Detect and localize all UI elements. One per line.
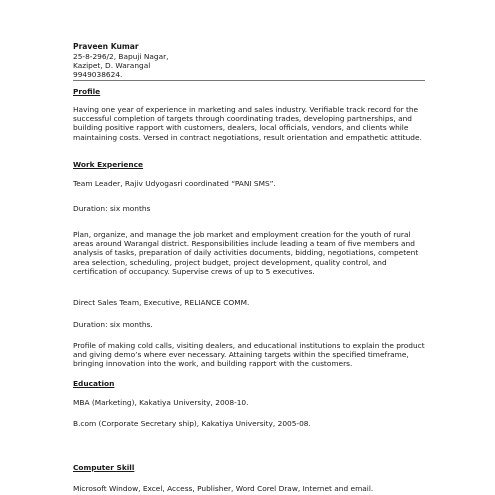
education-item-1: MBA (Marketing), Kakatiya University, 2008-10. xyxy=(73,398,249,408)
work-experience-heading: Work Experience xyxy=(73,159,144,169)
profile-heading: Profile xyxy=(73,87,101,97)
computer-skill-heading: Computer Skill xyxy=(73,462,135,472)
education-item-2: B.com (Corporate Secretary ship), Kakatiya University, 2005-08. xyxy=(73,419,311,429)
phone-number: 9949038624. xyxy=(73,70,123,80)
candidate-name: Praveen Kumar xyxy=(73,42,139,51)
resume-page xyxy=(73,42,425,493)
job-1-role: Team Leader, Rajiv Udyogasri coordinated “PANI SMS”. xyxy=(73,179,276,189)
job-2-duration: Duration: six months. xyxy=(73,319,153,329)
computer-skill-text: Microsoft Window, Excel, Access, Publisher, Word Corel Draw, Internet and email. xyxy=(73,483,374,493)
address-line-1: 25-8-296/2, Bapuji Nagar, xyxy=(73,51,169,61)
computer-skill-section xyxy=(73,463,425,494)
job-1-description: Plan, organize, and manage the job market and employment creation for the youth of rural areas around Warangal district. Responsibilities include leading a team of five members and analysis of tasks, preparation of daily activities documents, bidding, negotiations, competent area selection, scheduling, project budget, project development, quality control, and certification of occupancy. Supervise crews of up to 5 executives. xyxy=(73,229,419,276)
resume-header xyxy=(73,42,425,79)
job-2-role: Direct Sales Team, Executive, RELIANCE COMM. xyxy=(73,298,250,308)
address-line-2: Kazipet, D. Warangal xyxy=(73,60,151,70)
header-divider xyxy=(73,80,425,81)
education-section xyxy=(73,379,425,429)
education-heading: Education xyxy=(73,378,115,388)
profile-section xyxy=(73,87,425,141)
profile-text: Having one year of experience in marketing and sales industry. Verifiable track record for the successful completion of targets through coordinating trades, developing partnerships, and building positive rapport with customers, dealers, local officials, vendors, and clients while maintaining costs. Versed in contract negotiations, result orientation and empathetic attitude. xyxy=(73,104,422,142)
job-2-description: Profile of making cold calls, visiting dealers, and educational institutions to explain the product and giving demo’s where ever necessary. Attaining targets within the specified timeframe, bringing innovation into the work, and building rapport with the customers. xyxy=(73,340,425,369)
job-1-duration: Duration: six months xyxy=(73,204,151,214)
work-experience-section xyxy=(73,160,425,369)
